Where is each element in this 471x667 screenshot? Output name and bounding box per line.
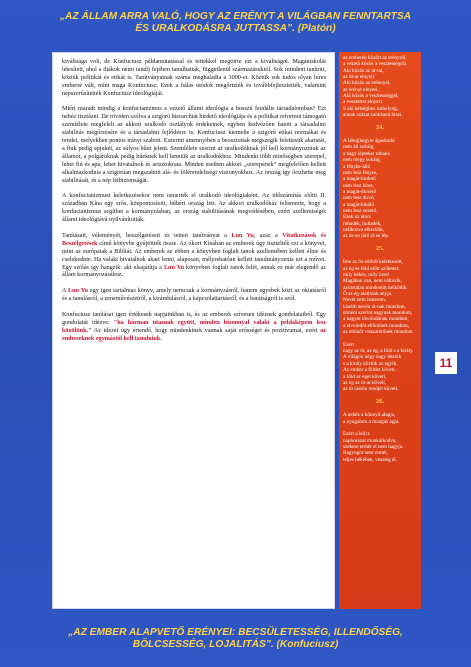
poem-number: 26. — [375, 397, 385, 405]
poem-verse — [343, 412, 417, 425]
article-paragraph: A konfucianizmust keletkezésekor nem ismerték el uralkodó ideológiaként. Az időszámítás előtti II. században Kína egy erős, központosított, hűbéri ország lett. Az akkori uralkodóház felismerte, hogy a konfucianizmus segíthet a kormányzásban, az ország stabilitásának megvédésében, ezért szellemiségét állami ideológiává nyilvánították. — [62, 193, 326, 224]
poem-line: a vezető közös a vesztességről. — [343, 61, 408, 68]
poem-line: a fénybe-álló — [343, 163, 371, 170]
article-paragraph — [62, 288, 326, 304]
poem-line: Az ember a földet követi, — [343, 367, 396, 374]
poem-line: A világon négy nagy létezik — [343, 354, 402, 361]
poem-line: az eltűnőt visszatérőnek mondom. — [343, 329, 414, 336]
poem-line: a távolodót eltűnőnek mondom, — [343, 322, 409, 329]
poem-line: a nagyot távolodónak mondom, — [343, 316, 409, 323]
text-run: könyvben foglalt tanok felét, annak ez már elegendő az állam kormányozásához. — [62, 264, 326, 279]
poem-line: Nevét nem ismerem, — [343, 297, 387, 304]
poem-line: A lábujjhegyre ágaskodó — [343, 138, 395, 145]
poem-line: az emberek között az erényről, — [343, 55, 407, 61]
article-paragraph — [62, 233, 326, 280]
poem-line: s a király köztük az egyik. — [343, 360, 398, 367]
poem-line: az erényt elnyeri. — [343, 86, 379, 93]
conclusion-highlight: az embereknek egymástól kell tanulniuk. — [62, 327, 326, 342]
poem-line: nem megy sokáig, — [343, 157, 381, 164]
poem-line: nem lesz dicső, — [343, 195, 375, 202]
book-title-highlight: Lun Yu — [163, 264, 184, 271]
book-title-highlight: Lun Yu — [231, 232, 254, 239]
poem-number: 24. — [375, 123, 385, 131]
poem-line: a magát-hirdető — [343, 176, 376, 183]
poem-line: az ég az út-at követi, — [343, 379, 387, 386]
poem-verse — [343, 259, 417, 335]
poem-line: nem lesz fényes, — [343, 169, 378, 176]
text-run: Tanításait, véleményét, beszélgetéseit és tetteit tanítványai a — [62, 232, 232, 239]
text-run: A — [62, 288, 69, 295]
poem-line: Aki közös az út-tal, — [343, 67, 384, 74]
article-paragraph: Miért maradt mindig a konfucianizmus a vezető állami ideológia a hosszú feudális társadalomban? Ezt nehéz tisztázni. De röviden szólva a szigorú hierarchiát hirdető ideológiája és a politikai reformot támogató szemlélete megfelelt az akkori uralkodó osztályok érdekeinek, egyben kedvezően hatott a társadalmi stabilitás megőrzésére és a társadalmi fejlődésre is. Konfuciusz kiemelte a szigorú etikai normákat és rendet, melyekben pontos irányt szabott. Eszerint amennyiben a beosztottak megszegik felettesük akaratát, a fiuk pedig apjukét, az súlyos bűnt jelent. Szemlélete szerint az uralkodóknak jól kell kormányozniuk az államot, a polgároknak pedig hűeknek kell lenniük az uralkodókhoz. Mindenki több minőségben szerepel, lehet fiú és apa, lehet hivatalnok és arisztokrata. Minden esetben akkori „szerepének” megfelelően kellett alkalmazkodnia a szigorúan megszabott alá- és fölérendeltségi viszonyokhoz. Az ország így őrizhette meg stabilitását, és a nép létbiztonságát. — [62, 106, 326, 184]
poem-line: annak százat sunkisem hiszi. — [343, 112, 403, 119]
book-title-highlight: Lun Yu — [68, 288, 88, 295]
poem-line: teljes békében, veszteg él. — [343, 456, 398, 463]
poem-line: a magát-dicsérő — [343, 188, 376, 195]
poem-line: mily békés, mily üres! — [343, 272, 390, 278]
poem-line: Íme az ős-zűrből keletkezett, — [343, 259, 403, 266]
poem-line: kisebb nevén út-nak mondom, — [343, 303, 406, 310]
poem-verse — [343, 342, 417, 393]
poem-line: rohadék, hulladék, — [343, 220, 382, 227]
poem-line: a föld az eget követi, — [343, 373, 387, 380]
poem-line: elmém szerint nagynak mondom, — [343, 310, 413, 317]
poem-line: nem lesz híres, — [343, 182, 374, 189]
poem-line: az út önnön rendjét követi. — [343, 386, 399, 393]
text-run: , azaz a — [253, 232, 283, 239]
quote-highlight: "ha hárman utaznak együtt, minden bizonnyal valaki a példaképem lesz közülünk." — [62, 319, 326, 334]
page-number-badge: 11 — [435, 352, 457, 374]
poem-line: Ezért a bölcs — [343, 431, 370, 438]
header-quote — [14, 11, 457, 35]
poem-line: az út-at elnyeri. — [343, 74, 376, 81]
poem-line: a nagy lépteket rohanó — [343, 150, 391, 157]
header-line-2: ÉS URALKODÁSRA JUTTASSA”. (Platón) — [135, 23, 336, 34]
footer-line-2: BÖLCSESSÉG, LOJALITÁS”. (Konfuciusz) — [132, 639, 339, 650]
poem-line: utálkozva elkerülik, — [343, 226, 385, 233]
poem-line: Aki közös az erénnyel, — [343, 80, 391, 87]
article-paragraph — [62, 312, 326, 344]
poem-line: Ragyogót nem remél, — [343, 450, 388, 457]
text-run: Az idézet úgy értendő, hogy mindenkinek vannak saját erősségei és pozitívumai, ezért — [91, 327, 321, 334]
text-run: című könyvbe gyűjtötték össze. Az ókori Kínában az emberek úgy tisztelték ezt a könyvet, mint az európaiak a Bibliát. Az emberek az ebben a könyvben foglalt tanok szellemében kellett élnie és cselekednie. Ha valaki hivatalnok akart lenni, alaposan, mélyrehatóan kellett tanulmányoznia ezt a művet. Egy szólás így hangzik: aki elsajátítja a — [62, 240, 326, 271]
poem-line: Ezért — [343, 341, 354, 348]
article-paragraph: kiváltsága volt, de Konfuciusz példamutatással és tettekkel megtörte ezt a kiváltságot. Magániskolát létesített, ahol a diákok némi tandíj fejében tanulhattak, függetlenül származásuktól. Sok mindent tanított, köztük politikát és etikát is. Tanítványainak száma meghaladta a 3000-et. Köztük sok tudós olyan híres emberré vált, mint maga Konfuciusz. Ezek a hálás utódok megőrizték és továbbfejlesztették, valamint népszerűsítették Konfuciusz ideológiáját. — [62, 59, 326, 97]
poem-line: az út-on járó rá se lép. — [343, 233, 390, 240]
footer-quote — [14, 627, 457, 651]
main-article — [52, 52, 335, 609]
poem-line: a magát-kínáló — [343, 201, 374, 208]
poem-verse — [343, 55, 417, 118]
poem-line: nem áll sokáig, — [343, 144, 375, 151]
poem-number: 25. — [375, 244, 385, 252]
poem-line: Ő az ég-alattinak anyja. — [343, 291, 393, 298]
poem-verse — [343, 138, 417, 240]
poem-line: Magában van, nem változik, — [343, 278, 402, 285]
book-title-highlight: Vitatkozások és Beszélgetések — [62, 232, 326, 247]
poem-line: nem lesz vezető. — [343, 207, 378, 214]
poem-verse — [343, 431, 417, 463]
poem-line: naphosszat munkálkodva, — [343, 437, 397, 444]
text-run: egy igen tartalmas könyv, amely nemcsak a kormányzásról, hanem egyebek közt az oktatásról és a tanulásról, a zeneművészetről, a kirándulásról, a kapcsolattartásról, és a barátságról is szól. — [62, 288, 326, 303]
sidebar-poems — [339, 52, 421, 609]
poem-line: Ezek az úton: — [343, 214, 372, 221]
poem-line: szekere terhét el nem hagyja. — [343, 443, 404, 450]
footer-line-1: „AZ EMBER ALAPVETŐ ERÉNYEI: BECSÜLETESSÉG, ILLENDŐSÉG, — [68, 627, 403, 638]
poem-line: nagy az út, az ég, a föld s a király. — [343, 348, 414, 355]
poem-line: Aki közös a vesztességgel, — [343, 93, 399, 100]
poem-line: a nyugalom a mozgás apja. — [343, 418, 400, 425]
poem-line: S aki kétségben imbolyog, — [343, 105, 399, 112]
poem-line: zavartalan mindenütt működik. — [343, 284, 408, 291]
poem-line: a vesztettet elnyeri. — [343, 99, 384, 106]
header-line-1: „AZ ÁLLAM ARRA VALÓ, HOGY AZ ERÉNYT A VILÁGBAN FENNTARTSA — [59, 11, 412, 22]
text-run: Konfuciusz tanításai igen értékesek napjainkban is, és az emberek szívesen idéznek gondolataiból. Egy gondolatát idézve: — [62, 311, 326, 326]
poem-line: A nehéz a könnyű alapja, — [343, 412, 396, 419]
poem-line: az ég és föld előtt született: — [343, 265, 400, 272]
